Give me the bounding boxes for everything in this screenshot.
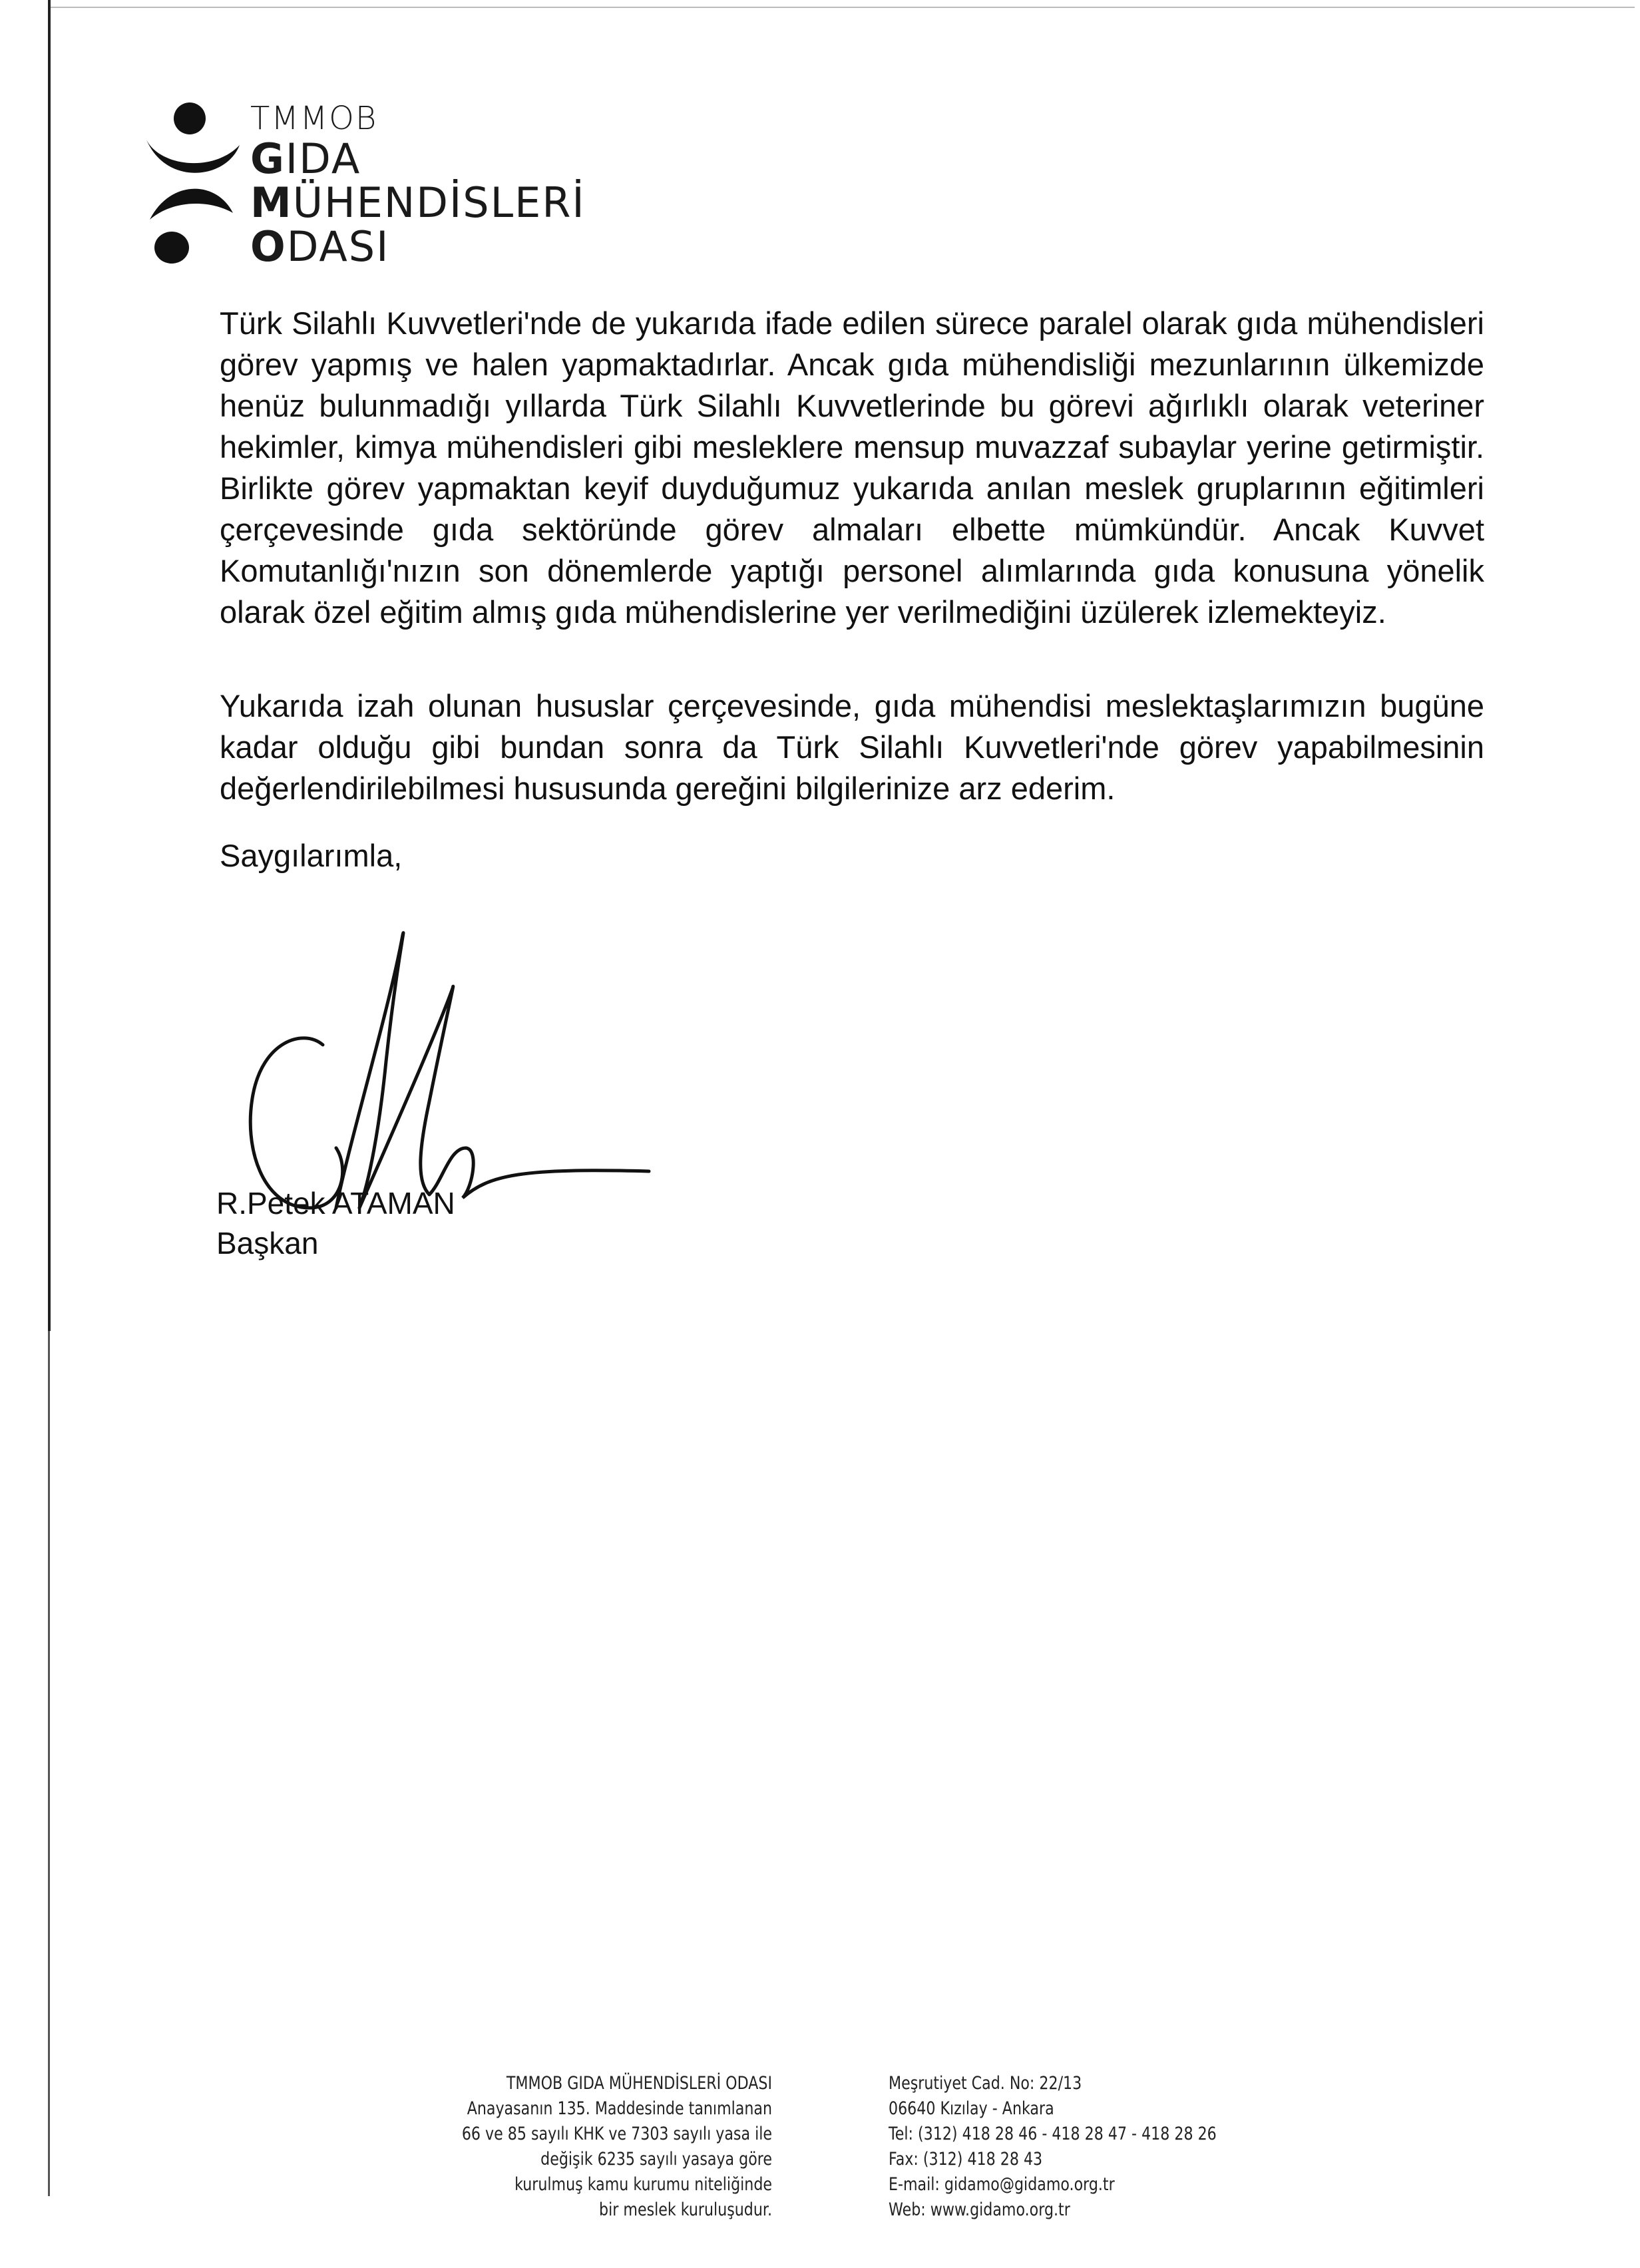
letter-paragraph-2: Yukarıda izah olunan hususlar çerçevesinde, gıda mühendisi meslektaşlarımızın bugüne kadar olduğu gibi bundan sonra da Türk Silahlı Kuvvetleri'nde görev yapabilmesinin değerlendirilebilmesi hususunda gereğini bilgilerinize arz ederim. [220,688,1484,806]
footer-left-line: bir meslek kuruluşudur. [599,2199,772,2220]
footer-city: 06640 Kızılay - Ankara [889,2098,1054,2119]
footer-organization-info [434,2071,772,2223]
signer-name: R.Petek ATAMAN [216,1186,455,1221]
scan-edge-left [48,0,51,1331]
footer-address: Meşrutiyet Cad. No: 22/13 [889,2073,1082,2094]
footer-left-line: TMMOB GIDA MÜHENDİSLERİ ODASI [506,2073,772,2094]
footer-email: E-mail: gidamo@gidamo.org.tr [889,2174,1115,2195]
logo-rest-gida: IDA [285,134,361,183]
logo-text [250,100,586,269]
logo-line-muhendisleri [250,178,586,227]
footer-left-line: Anayasanın 135. Maddesinde tanımlanan [467,2098,772,2119]
organization-logo [133,93,586,271]
letter-paragraph-1: Türk Silahlı Kuvvetleri'nde de yukarıda ifade edilen sürece paralel olarak gıda mühendisleri görev yapmış ve halen yapmaktadırlar. Ancak gıda mühendisliği mezunlarının ülkemizde henüz bulunmadığı yıllarda Türk Silahlı Kuvvetlerinde bu görevi ağırlıklı olarak veteriner hekimler, kimya mühendisleri gibi mesleklere mensup muvazzaf subaylar yerine getirmiştir. Birlikte görev yapmaktan keyif duyduğumuz yukarıda anılan meslek gruplarının eğitimleri çerçevesinde gıda sektöründe görev almaları elbette mümkündür. Ancak Kuvvet Komutanlığı'nızın son dönemlerde yaptığı personel alımlarında gıda konusuna yönelik olarak özel eğitim almış gıda mühendislerine yer verilmediğini üzülerek izlemekteyiz. [220,305,1484,630]
footer-fax: Fax: (312) 418 28 43 [889,2149,1043,2170]
logo-line-gida [250,134,586,183]
footer-left-line: kurulmuş kamu kurumu niteliğinde [514,2174,772,2195]
scan-edge-top [51,7,1635,8]
logo-rest-muhendisleri: ÜHENDİSLERİ [292,178,586,227]
logo-line-odasi [250,222,586,271]
scan-edge-left-lower [48,1331,50,2196]
logo-cap-g: G [250,134,286,183]
footer-web: Web: www.gidamo.org.tr [889,2199,1070,2220]
footer-phone: Tel: (312) 418 28 46 - 418 28 47 - 418 28 26 [889,2124,1217,2144]
letter-closing: Saygılarımla, [220,838,403,873]
footer-contact-info [889,2071,1281,2223]
handwritten-signature [236,928,662,1221]
footer-left-line: değişik 6235 sayılı yasaya göre [540,2149,772,2170]
logo-cap-o: O [250,222,287,271]
signer-block [216,1183,455,1263]
logo-line-tmmob: TMMOB [250,100,378,137]
logo-rest-odasi: DASI [286,222,390,271]
footer-left-line: 66 ve 85 sayılı KHK ve 7303 sayılı yasa ile [461,2124,772,2144]
logo-cap-m: M [250,178,293,227]
signer-title: Başkan [216,1226,319,1260]
logo-mark-icon [133,93,246,266]
